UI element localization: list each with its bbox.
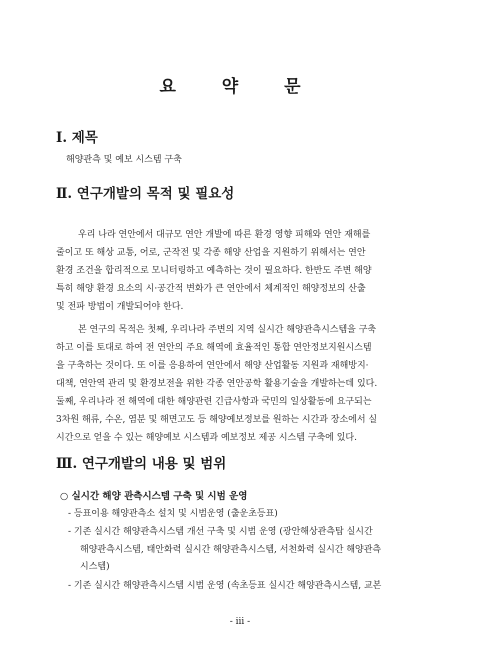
section2-para2-line: 을 구축하는 것이다. 또 이를 응용하여 연안에서 해양 산업활동 지원과 재해방지· [56,361,369,371]
page-title: 요 약 문 [159,77,321,97]
section2-para2-line: 3차원 해류, 수온, 염분 및 해면고도 등 해양예보정보를 원하는 시간과 장소에서 실 [56,415,378,425]
section2-para1-line: 및 전파 방법이 개발되어야 한다. [56,302,184,312]
section2-para1-line: 줄이고 또 해상 교통, 어로, 군작전 및 각종 해양 산업을 지원하기 위해서는 연안 [56,248,366,258]
section3-item: - 기존 실시간 해양관측시스템 개선 구축 및 시범 운영 (광안해상관측탑 실시간 [68,527,373,537]
section2-para1-line: 특히 해양 환경 요소의 시·공간적 변화가 큰 연안에서 체계적인 해양정보의 산출 [56,284,366,294]
section3-item-cont: 시스템) [80,562,110,572]
section2-para2-line: 하고 이를 토대로 하여 전 연안의 주요 해역에 효율적인 통합 연안정보지원시스템 [56,343,372,353]
section2-para1-line: 우리 나라 연안에서 대규모 연안 개발에 따른 환경 영향 피해와 연안 재해를 [78,230,371,240]
section2-heading: Ⅱ. 연구개발의 목적 및 필요성 [56,186,235,202]
section2-para2-line: 둘째, 우리나라 전 해역에 대한 해양관련 긴급사항과 국민의 일상활동에 요구되는 [56,397,372,407]
section1-heading: Ⅰ. 제목 [56,130,98,146]
section3-item-cont: 해양관측시스템, 태안화력 실시간 해양관측시스템, 서천화력 실시간 해양관측 [80,545,382,555]
section1-text: 해양관측 및 예보 시스템 구축 [66,155,182,165]
section3-item: - 등표이용 해양관측소 설치 및 시범운영 (출운초등표) [68,509,278,519]
section3-subheading: ○ 실시간 해양 관측시스템 구축 및 시범 운영 [60,491,248,502]
section2-para2-line: 시간으로 얻을 수 있는 해양예보 시스템과 예보정보 제공 시스템 구축에 있다. [56,433,357,443]
section3-item: - 기존 실시간 해양관측시스템 시범 운영 (속초등표 실시간 해양관측시스템, 교본 [68,581,382,591]
page-number: - iii - [229,617,251,627]
section2-para2-line: 본 연구의 목적은 첫째, 우리나라 주변의 지역 실시간 해양관측시스템을 구축 [78,325,377,335]
section2-para2-line: 대책, 연안역 관리 및 환경보전을 위한 각종 연안공학 활용기술을 개발하는데 있다. [56,379,378,389]
section2-para1-line: 환경 조건을 합리적으로 모니터링하고 예측하는 것이 필요하다. 한반도 주변 해양 [56,266,372,276]
section3-heading: Ⅲ. 연구개발의 내용 및 범위 [56,456,227,472]
